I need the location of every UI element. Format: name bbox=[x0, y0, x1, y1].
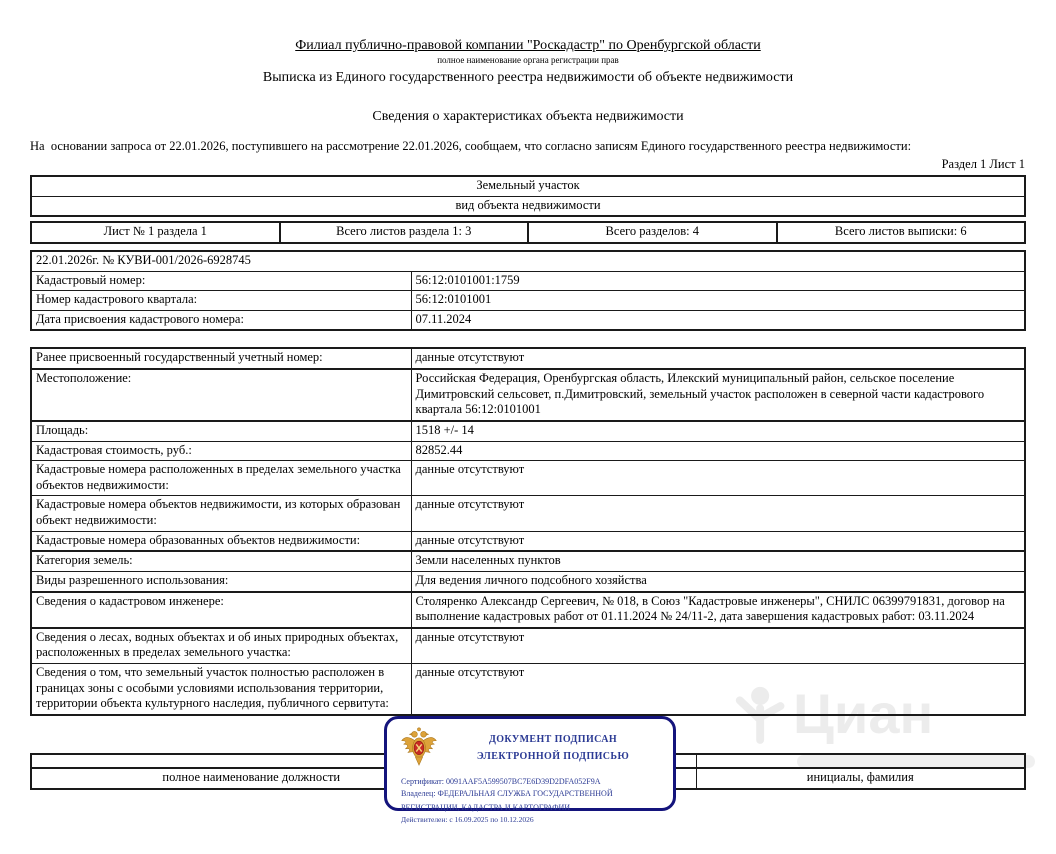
signature-right-caption: инициалы, фамилия bbox=[696, 768, 1025, 789]
table-row bbox=[31, 310, 1025, 330]
table-row bbox=[31, 176, 1025, 196]
document-page bbox=[0, 38, 1056, 716]
table-row bbox=[31, 271, 1025, 291]
row-label: Сведения о лесах, водных объектах и об иных природных объектах, расположенных в пределах земельного участка: bbox=[31, 628, 411, 664]
row-label: Кадастровая стоимость, руб.: bbox=[31, 441, 411, 461]
table-row bbox=[31, 251, 1025, 271]
row-value: 82852.44 bbox=[411, 441, 1025, 461]
sheet-cell: Лист № 1 раздела 1 bbox=[31, 222, 280, 243]
row-label: Кадастровый номер: bbox=[31, 271, 411, 291]
table-row bbox=[31, 461, 1025, 496]
row-value: 1518 +/- 14 bbox=[411, 421, 1025, 441]
table-row bbox=[31, 628, 1025, 664]
row-label: Площадь: bbox=[31, 421, 411, 441]
table-row bbox=[31, 571, 1025, 591]
row-label: Сведения о кадастровом инженере: bbox=[31, 592, 411, 628]
table-row bbox=[31, 592, 1025, 628]
stamp-certificate: Сертификат: 0091AAF5A599507BC7E6D39D2DFA052F9A bbox=[401, 777, 601, 786]
row-label: Ранее присвоенный государственный учетный номер: bbox=[31, 348, 411, 369]
row-value: Российская Федерация, Оренбургская область, Илекский муниципальный район, сельское поселение Димитровский сельсовет, п.Димитровский, земельный участок расположен в северной части кадастрового квартала 56:12:0101001 bbox=[411, 369, 1025, 421]
request-basis-line: На основании запроса от 22.01.2026, поступившего на рассмотрение 22.01.2026, сообщаем, что согласно записям Единого государственного реестра недвижимости: bbox=[30, 139, 912, 153]
document-title: Выписка из Единого государственного реестра недвижимости об объекте недвижимости bbox=[262, 70, 794, 85]
row-value: Земли населенных пунктов bbox=[411, 551, 1025, 571]
table-row bbox=[31, 291, 1025, 311]
table-row bbox=[31, 441, 1025, 461]
stamp-validity: Действителен: с 16.09.2025 по 10.12.2026 bbox=[401, 815, 534, 824]
object-type-caption: вид объекта недвижимости bbox=[31, 196, 1025, 216]
row-value: Столяренко Александр Сергеевич, № 018, в Союз "Кадастровые инженеры", СНИЛС 06399791831, договор на выполнение кадастровых работ от 01.11.2024 № 24/11-2, дата завершения кадастровых работ: 03.11.2024 bbox=[411, 592, 1025, 628]
table-row bbox=[31, 531, 1025, 551]
sheets-table bbox=[30, 221, 1026, 244]
watermark-text: Циан bbox=[793, 682, 934, 745]
row-value: данные отсутствуют bbox=[411, 348, 1025, 369]
esign-stamp bbox=[384, 716, 676, 824]
row-value: данные отсутствуют bbox=[411, 461, 1025, 496]
row-value: данные отсутствуют bbox=[411, 531, 1025, 551]
registration-authority-caption: полное наименование органа регистрации прав bbox=[437, 55, 619, 65]
row-value: данные отсутствуют bbox=[411, 496, 1025, 531]
table-row bbox=[31, 348, 1025, 369]
row-value: Для ведения личного подсобного хозяйства bbox=[411, 571, 1025, 591]
stamp-owner-line1: Владелец: ФЕДЕРАЛЬНАЯ СЛУЖБА ГОСУДАРСТВЕННОЙ bbox=[401, 789, 613, 798]
table-row bbox=[31, 664, 1025, 715]
row-label: Местоположение: bbox=[31, 369, 411, 421]
row-value: 56:12:0101001:1759 bbox=[411, 271, 1025, 291]
stamp-owner-line2: РЕГИСТРАЦИИ, КАДАСТРА И КАРТОГРАФИИ bbox=[401, 803, 571, 812]
details-table bbox=[30, 347, 1026, 716]
table-row bbox=[31, 222, 1025, 243]
rosreestr-emblem-icon bbox=[399, 723, 443, 774]
row-value: 56:12:0101001 bbox=[411, 291, 1025, 311]
row-label: Дата присвоения кадастрового номера: bbox=[31, 310, 411, 330]
sheet-cell: Всего листов выписки: 6 bbox=[777, 222, 1026, 243]
row-value: 07.11.2024 bbox=[411, 310, 1025, 330]
row-label: Виды разрешенного использования: bbox=[31, 571, 411, 591]
request-number: 22.01.2026г. № КУВИ-001/2026-6928745 bbox=[31, 251, 1025, 271]
section-page-label: Раздел 1 Лист 1 bbox=[941, 157, 1025, 171]
row-value: данные отсутствуют bbox=[411, 664, 1025, 715]
stamp-title-line2: ЭЛЕКТРОННОЙ ПОДПИСЬЮ bbox=[476, 750, 630, 762]
signature-space bbox=[696, 754, 1025, 768]
sheet-cell: Всего листов раздела 1: 3 bbox=[280, 222, 529, 243]
row-label: Сведения о том, что земельный участок полностью расположен в границах зоны с особыми условиями использования территории, территории объекта культурного наследия, публичного сервитута: bbox=[31, 664, 411, 715]
row-label: Кадастровые номера объектов недвижимости, из которых образован объект недвижимости: bbox=[31, 496, 411, 531]
row-label: Номер кадастрового квартала: bbox=[31, 291, 411, 311]
table-row bbox=[31, 196, 1025, 216]
row-label: Категория земель: bbox=[31, 551, 411, 571]
row-label: Кадастровые номера расположенных в пределах земельного участка объектов недвижимости: bbox=[31, 461, 411, 496]
signature-left-caption: полное наименование должности bbox=[31, 768, 471, 789]
registration-authority-title: Филиал публично-правовой компании "Роскадастр" по Оренбургской области bbox=[295, 38, 761, 53]
sheet-cell: Всего разделов: 4 bbox=[528, 222, 777, 243]
object-type-table bbox=[30, 175, 1026, 217]
table-row bbox=[31, 421, 1025, 441]
row-label: Кадастровые номера образованных объектов недвижимости: bbox=[31, 531, 411, 551]
request-table bbox=[30, 250, 1026, 332]
table-row bbox=[31, 551, 1025, 571]
stamp-title-line1: ДОКУМЕНТ ПОДПИСАН bbox=[488, 734, 618, 745]
object-type-value: Земельный участок bbox=[31, 176, 1025, 196]
table-row bbox=[31, 496, 1025, 531]
section-title: Сведения о характеристиках объекта недвижимости bbox=[372, 109, 684, 124]
row-value: данные отсутствуют bbox=[411, 628, 1025, 664]
table-row bbox=[31, 369, 1025, 421]
